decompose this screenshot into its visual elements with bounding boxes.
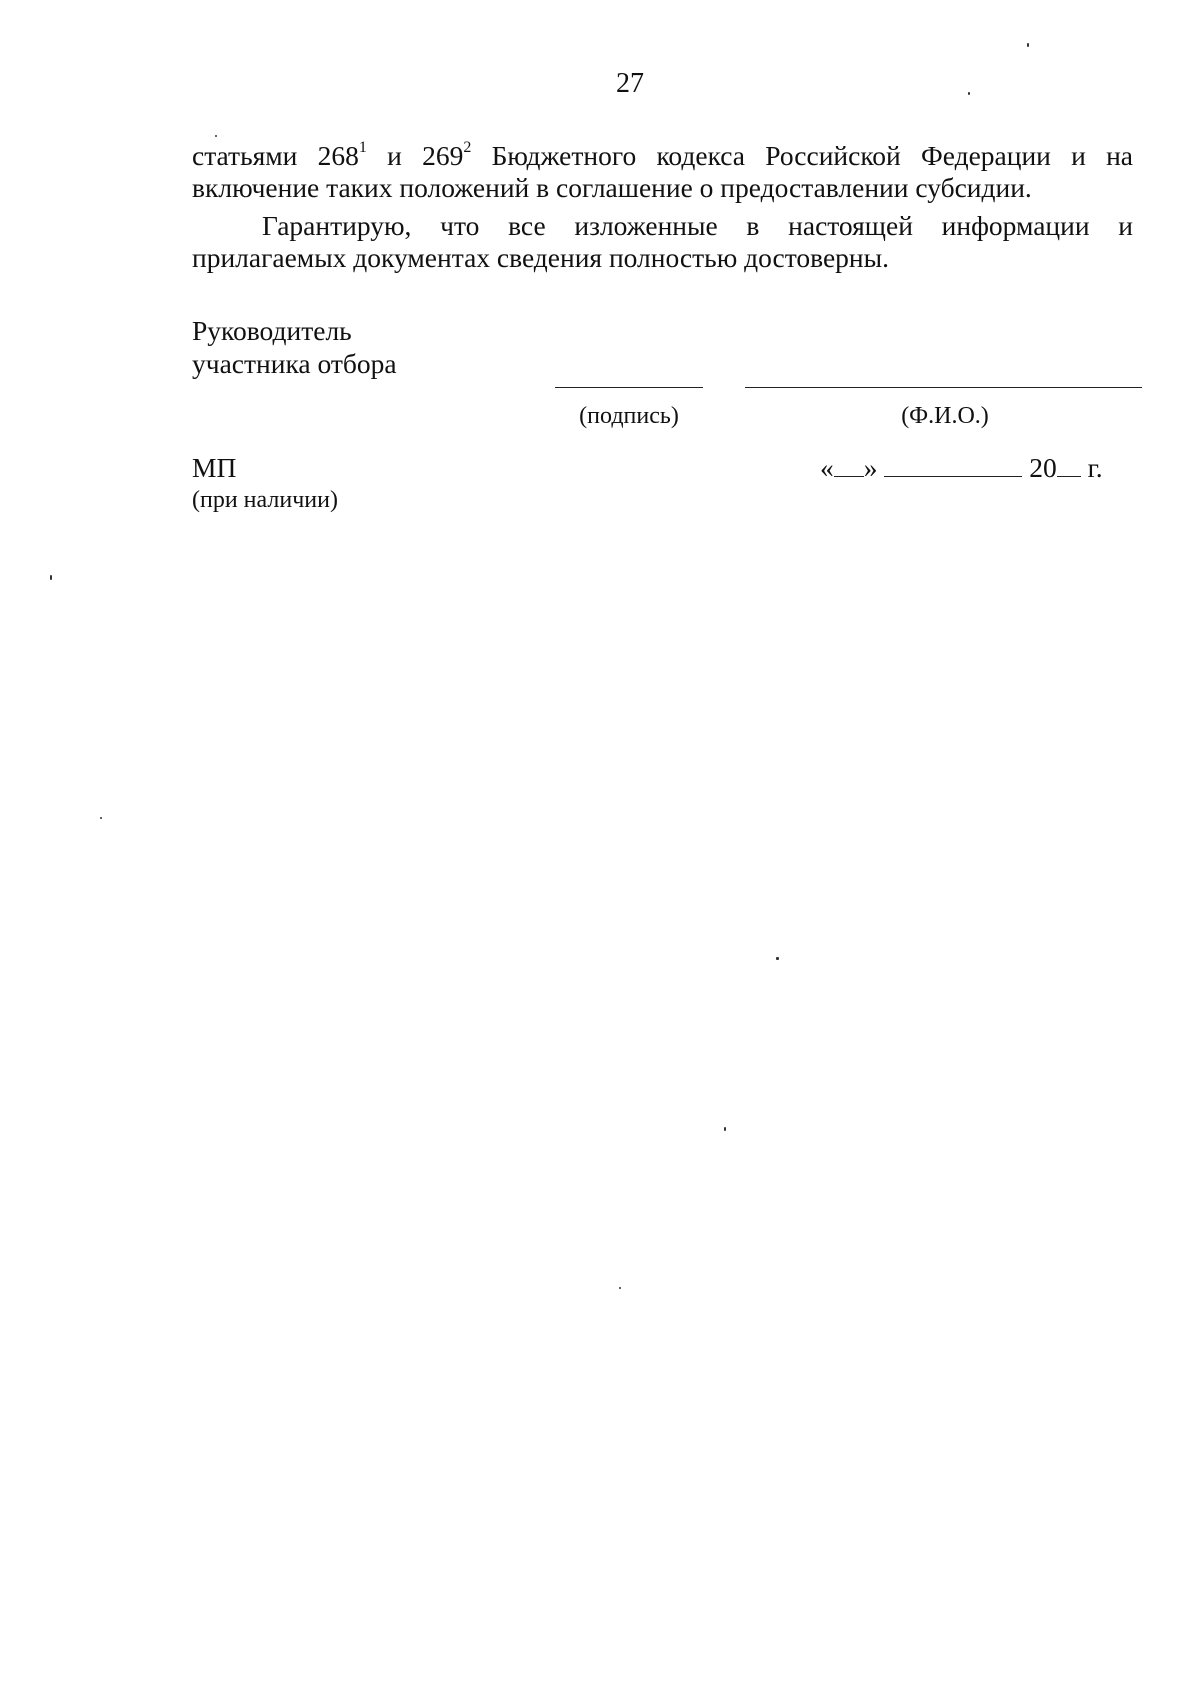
name-caption: (Ф.И.О.)	[901, 403, 989, 429]
signature-caption: (подпись)	[579, 403, 679, 429]
paragraph-1	[192, 140, 1133, 204]
scan-speck	[1027, 43, 1029, 47]
day-blank	[834, 454, 864, 477]
superscript-2: 2	[463, 139, 472, 156]
paragraph-2-line-2: прилагаемых документах сведения полностью достоверны.	[192, 242, 889, 273]
scan-speck	[100, 817, 102, 819]
signatory-role-line-2: участника отбора	[192, 348, 397, 379]
signature-line	[555, 387, 703, 388]
date-open-quote: «	[820, 452, 834, 483]
scan-speck	[619, 1287, 621, 1289]
month-blank	[884, 454, 1022, 477]
paragraph-1-line-2: включение таких положений в соглашение о предоставлении субсидии.	[192, 172, 1032, 203]
signatory-role-line-1: Руководитель	[192, 315, 352, 346]
year-blank	[1057, 454, 1081, 477]
paragraph-2-line-1: Гарантирую, что все изложенные в настоящей информации и	[262, 210, 1133, 241]
date-field	[820, 452, 1136, 484]
date-close-quote: »	[863, 452, 878, 483]
year-suffix: г.	[1087, 452, 1103, 483]
paragraph-1-line-1: статьями $268^1$ и $269^2$ Бюджетного кодекса Российской Федерации и на	[192, 139, 1134, 171]
superscript-1: 1	[358, 139, 367, 156]
name-line	[745, 387, 1142, 388]
page-number: 27	[616, 68, 644, 99]
stamp-note: (при наличии)	[192, 487, 338, 513]
scan-speck	[724, 1127, 726, 1131]
scan-speck	[776, 957, 779, 960]
scan-speck	[968, 92, 970, 95]
stamp-label: МП	[192, 452, 237, 483]
paragraph-2	[192, 210, 1133, 274]
scan-speck	[50, 575, 52, 580]
year-prefix: 20	[1029, 452, 1057, 483]
scan-speck	[215, 135, 217, 137]
